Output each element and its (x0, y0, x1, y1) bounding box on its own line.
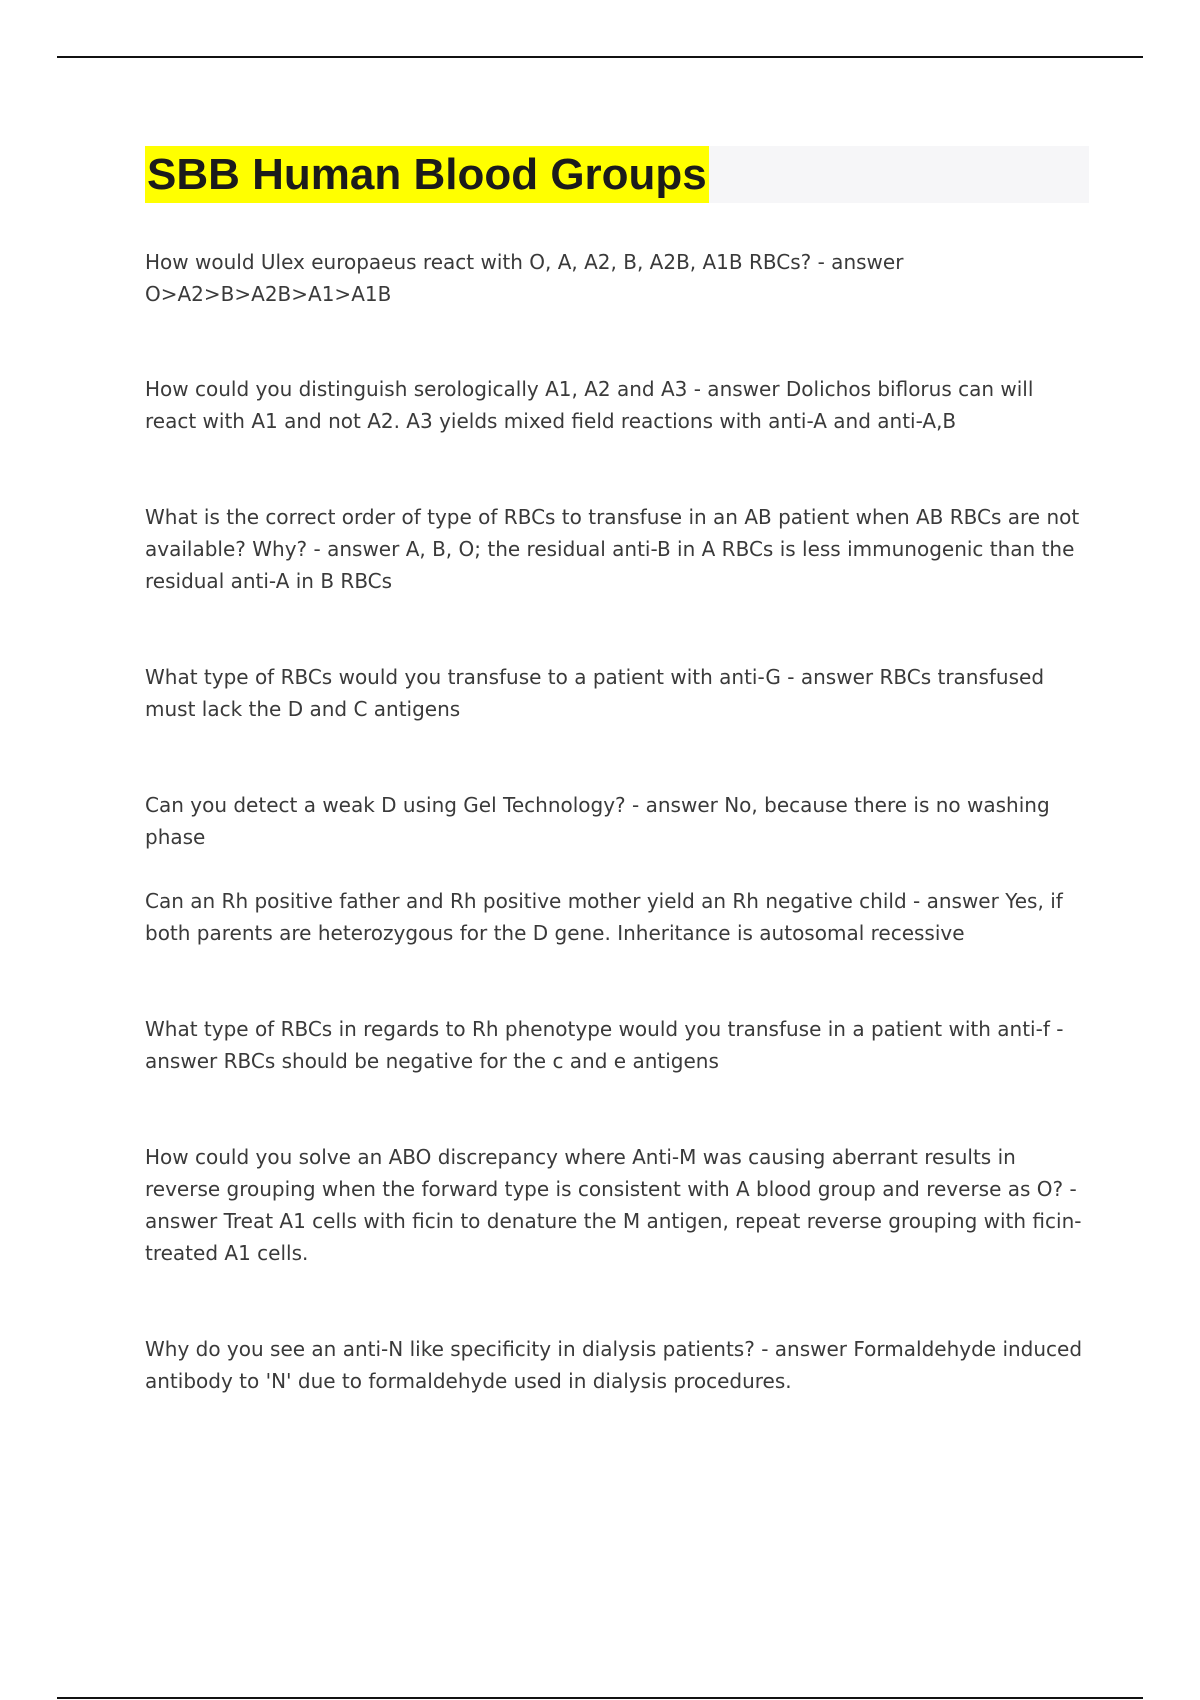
qa-item (145, 661, 1090, 725)
qa-item (145, 885, 1090, 949)
qa-item (145, 501, 1090, 597)
answer-separator: - answer (145, 1017, 1064, 1073)
answer-text: A, B, O; the residual anti-B in A RBCs is less immunogenic than the residual anti-A in B RBCs (145, 537, 1075, 593)
qa-item (145, 246, 1090, 310)
question-text: How would Ulex europaeus react with O, A, A2, B, A2B, A1B RBCs? (145, 250, 812, 274)
question-text: What type of RBCs would you transfuse to a patient with anti-G (145, 665, 781, 689)
page-title: SBB Human Blood Groups (145, 146, 709, 203)
question-text: What type of RBCs in regards to Rh phenotype would you transfuse in a patient with anti-f (145, 1017, 1050, 1041)
answer-separator: - answer (811, 250, 904, 274)
answer-separator: - answer (780, 665, 880, 689)
qa-item (145, 373, 1090, 437)
answer-text: RBCs should be negative for the c and e antigens (223, 1049, 719, 1073)
answer-separator: - answer (307, 537, 406, 561)
answer-separator: - answer (145, 1177, 1077, 1233)
answer-text: Yes, if both parents are heterozygous for the D gene. Inheritance is autosomal recessive (145, 889, 1063, 945)
answer-text: Formaldehyde induced antibody to 'N' due to formaldehyde used in dialysis procedures. (145, 1337, 1083, 1393)
question-text: Can you detect a weak D using Gel Technology? (145, 793, 626, 817)
question-text: What is the correct order of type of RBCs to transfuse in an AB patient when AB RBCs are not available? Why? (145, 505, 1080, 561)
question-text: Can an Rh positive father and Rh positive mother yield an Rh negative child (145, 889, 907, 913)
top-rule (57, 56, 1143, 58)
answer-text: Dolichos biflorus can will react with A1 and not A2. A3 yields mixed field reactions with anti-A and anti-A,B (145, 377, 1034, 433)
answer-text: RBCs transfused must lack the D and C antigens (145, 665, 1045, 721)
answer-text: No, because there is no washing phase (145, 793, 1050, 849)
qa-item (145, 789, 1090, 853)
question-text: Why do you see an anti-N like specificity in dialysis patients? (145, 1337, 755, 1361)
qa-item (145, 1333, 1090, 1397)
answer-separator: - answer (754, 1337, 854, 1361)
answer-separator: - answer (625, 793, 725, 817)
answer-separator: - answer (687, 377, 786, 401)
bottom-rule (57, 1697, 1143, 1699)
answer-text: O>A2>B>A2B>A1>A1B (145, 282, 392, 306)
answer-separator: - answer (906, 889, 1006, 913)
answer-text: Treat A1 cells with ficin to denature the M antigen, repeat reverse grouping with ficin-treated A1 cells. (145, 1209, 1082, 1265)
qa-item (145, 1013, 1090, 1077)
question-text: How could you solve an ABO discrepancy where Anti-M was causing aberrant results in reverse grouping when the forward type is consistent with A blood group and reverse as O? (145, 1145, 1064, 1201)
question-text: How could you distinguish serologically A1, A2 and A3 (145, 377, 688, 401)
qa-item (145, 1141, 1090, 1269)
